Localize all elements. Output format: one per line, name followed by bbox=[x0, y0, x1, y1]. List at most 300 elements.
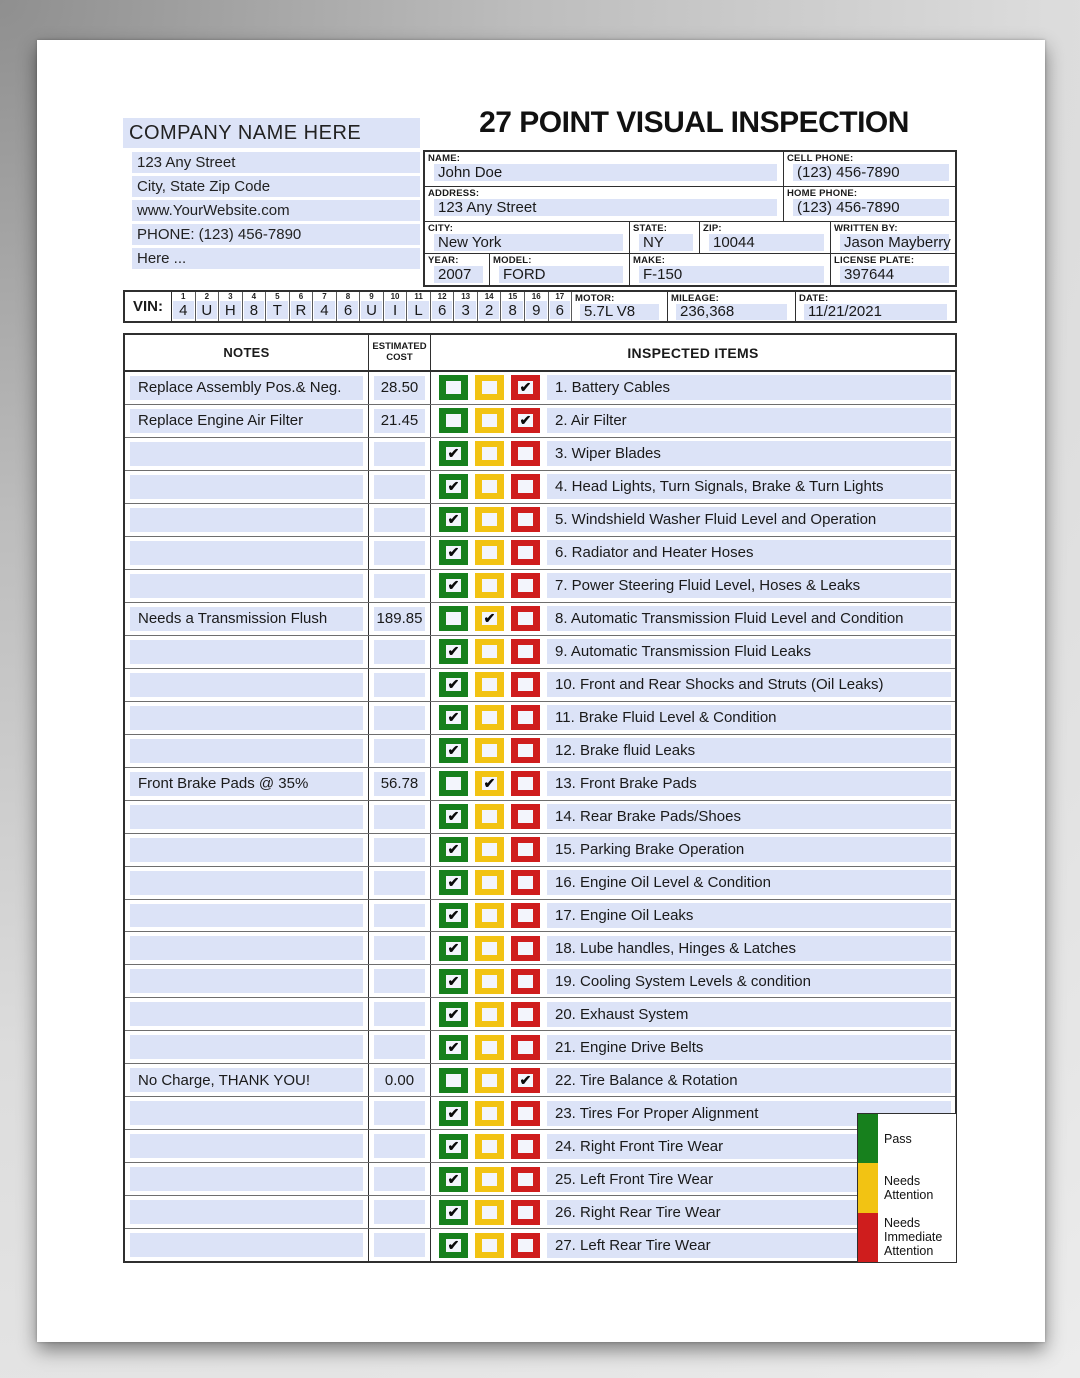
cost-cell[interactable] bbox=[374, 805, 425, 829]
checkbox-needs-attention[interactable] bbox=[475, 1035, 504, 1060]
checkbox-inner bbox=[518, 810, 533, 823]
note-cell[interactable] bbox=[130, 904, 363, 928]
checkbox-needs-attention[interactable] bbox=[475, 672, 504, 697]
cost-cell[interactable] bbox=[374, 1002, 425, 1026]
field-cell-phone-value[interactable]: (123) 456-7890 bbox=[793, 164, 949, 181]
field-mileage-label: MILEAGE: bbox=[671, 293, 720, 304]
vin-char-value: H bbox=[220, 301, 241, 319]
header-estimated-cost: ESTIMATED COST bbox=[369, 335, 431, 370]
checkbox-needs-attention[interactable] bbox=[475, 1233, 504, 1258]
note-cell[interactable] bbox=[130, 442, 363, 466]
checkbox-needs-immediate-attention[interactable] bbox=[511, 507, 540, 532]
inspected-item-label: 13. Front Brake Pads bbox=[547, 771, 951, 796]
checkbox-needs-immediate-attention[interactable] bbox=[511, 672, 540, 697]
notes-column-cell bbox=[125, 438, 369, 470]
items-column-cell bbox=[431, 504, 955, 536]
checkbox-needs-immediate-attention[interactable] bbox=[511, 540, 540, 565]
field-model-value[interactable]: FORD bbox=[499, 266, 623, 283]
checkbox-needs-immediate-attention[interactable] bbox=[511, 375, 540, 400]
company-address-line: www.YourWebsite.com bbox=[132, 200, 420, 221]
checkbox-needs-immediate-attention[interactable] bbox=[511, 1002, 540, 1027]
field-name-value[interactable]: John Doe bbox=[434, 164, 777, 181]
note-cell[interactable] bbox=[130, 574, 363, 598]
table-row bbox=[125, 867, 955, 900]
cost-cell[interactable] bbox=[374, 706, 425, 730]
field-year-label: YEAR: bbox=[428, 255, 459, 266]
note-cell[interactable] bbox=[130, 1200, 363, 1224]
checkbox-inner bbox=[518, 1041, 533, 1054]
checkbox-pass[interactable] bbox=[439, 738, 468, 763]
checkbox-pass[interactable] bbox=[439, 1101, 468, 1126]
checkbox-inner: ✔ bbox=[447, 808, 460, 825]
cost-cell[interactable]: 28.50 bbox=[374, 376, 425, 400]
cost-cell[interactable] bbox=[374, 1035, 425, 1059]
field-cell-phone bbox=[784, 152, 955, 186]
field-name-label: NAME: bbox=[428, 153, 461, 164]
cost-column-cell bbox=[369, 702, 431, 734]
note-cell[interactable] bbox=[130, 1035, 363, 1059]
checkbox-pass[interactable] bbox=[439, 672, 468, 697]
items-column-cell bbox=[431, 636, 955, 668]
table-row bbox=[125, 1196, 955, 1229]
checkbox-pass[interactable] bbox=[439, 870, 468, 895]
checkbox-needs-immediate-attention[interactable] bbox=[511, 903, 540, 928]
field-license-plate bbox=[831, 254, 955, 287]
cost-column-cell bbox=[369, 537, 431, 569]
field-address-label: ADDRESS: bbox=[428, 188, 480, 199]
checkbox-pass[interactable] bbox=[439, 573, 468, 598]
checkbox-needs-immediate-attention[interactable] bbox=[511, 771, 540, 796]
table-row bbox=[125, 702, 955, 735]
cost-cell[interactable] bbox=[374, 838, 425, 862]
cost-cell[interactable]: 21.45 bbox=[374, 409, 425, 433]
note-cell[interactable] bbox=[130, 838, 363, 862]
checkbox-needs-attention[interactable] bbox=[475, 1002, 504, 1027]
checkbox-needs-immediate-attention[interactable] bbox=[511, 441, 540, 466]
checkbox-inner: ✔ bbox=[519, 412, 532, 429]
note-cell[interactable]: No Charge, THANK YOU! bbox=[130, 1068, 363, 1092]
checkbox-needs-attention[interactable] bbox=[475, 969, 504, 994]
checkbox-needs-attention[interactable] bbox=[475, 573, 504, 598]
status-legend bbox=[857, 1113, 957, 1263]
checkbox-needs-attention[interactable] bbox=[475, 540, 504, 565]
note-cell[interactable] bbox=[130, 1002, 363, 1026]
checkbox-needs-attention[interactable] bbox=[475, 771, 504, 796]
field-home-phone-value[interactable]: (123) 456-7890 bbox=[793, 199, 949, 216]
vin-position-number: 17 bbox=[555, 292, 565, 301]
vin-position-number: 8 bbox=[345, 292, 351, 301]
checkbox-pass[interactable] bbox=[439, 441, 468, 466]
vin-char-cell[interactable] bbox=[360, 292, 384, 321]
vin-char-value: R bbox=[291, 301, 312, 319]
checkbox-needs-immediate-attention[interactable] bbox=[511, 804, 540, 829]
checkbox-inner bbox=[482, 381, 497, 394]
note-cell[interactable] bbox=[130, 805, 363, 829]
field-model bbox=[490, 254, 630, 287]
vin-position-number: 10 bbox=[390, 292, 400, 301]
checkbox-needs-attention[interactable] bbox=[475, 606, 504, 631]
cost-cell[interactable]: 0.00 bbox=[374, 1068, 425, 1092]
field-date-label: DATE: bbox=[799, 293, 829, 304]
checkbox-needs-attention[interactable] bbox=[475, 507, 504, 532]
note-cell[interactable]: Needs a Transmission Flush bbox=[130, 607, 363, 631]
note-cell[interactable] bbox=[130, 936, 363, 960]
items-column-cell bbox=[431, 834, 955, 866]
cost-column-cell bbox=[369, 1031, 431, 1063]
field-license-plate-value[interactable]: 397644 bbox=[840, 266, 949, 283]
checkbox-inner: ✔ bbox=[447, 478, 460, 495]
checkbox-needs-attention[interactable] bbox=[475, 1068, 504, 1093]
header-notes: NOTES bbox=[125, 335, 369, 370]
field-city-value[interactable]: New York bbox=[434, 234, 623, 251]
checkbox-pass[interactable] bbox=[439, 771, 468, 796]
table-row bbox=[125, 537, 955, 570]
checkbox-inner bbox=[482, 1206, 497, 1219]
field-motor-label: MOTOR: bbox=[575, 293, 615, 304]
vin-char-value: 6 bbox=[338, 301, 359, 319]
checkbox-inner bbox=[446, 414, 461, 427]
cost-cell[interactable] bbox=[374, 541, 425, 565]
field-motor-value[interactable]: 5.7L V8 bbox=[580, 304, 659, 320]
checkbox-needs-immediate-attention[interactable] bbox=[511, 738, 540, 763]
checkbox-pass[interactable] bbox=[439, 804, 468, 829]
inspected-item-label: 23. Tires For Proper Alignment bbox=[547, 1101, 951, 1126]
checkbox-needs-attention[interactable] bbox=[475, 441, 504, 466]
field-license-plate-label: LICENSE PLATE: bbox=[834, 255, 915, 266]
checkbox-needs-attention[interactable] bbox=[475, 903, 504, 928]
cost-cell[interactable] bbox=[374, 1134, 425, 1158]
field-motor bbox=[572, 292, 668, 321]
inspected-item-label: 15. Parking Brake Operation bbox=[547, 837, 951, 862]
note-cell[interactable] bbox=[130, 1101, 363, 1125]
page-title: 27 POINT VISUAL INSPECTION bbox=[479, 106, 909, 139]
items-column-cell bbox=[431, 867, 955, 899]
vin-char-cell[interactable] bbox=[219, 292, 243, 321]
checkbox-needs-immediate-attention[interactable] bbox=[511, 639, 540, 664]
legend-color-swatch bbox=[858, 1163, 878, 1212]
cost-cell[interactable] bbox=[374, 904, 425, 928]
vin-position-number: 14 bbox=[484, 292, 494, 301]
checkbox-pass[interactable] bbox=[439, 408, 468, 433]
cost-cell[interactable]: 56.78 bbox=[374, 772, 425, 796]
cost-column-cell bbox=[369, 801, 431, 833]
legend-item bbox=[858, 1163, 956, 1212]
vin-char-cell[interactable] bbox=[290, 292, 314, 321]
checkbox-inner: ✔ bbox=[447, 742, 460, 759]
checkbox-needs-attention[interactable] bbox=[475, 1101, 504, 1126]
items-column-cell bbox=[431, 570, 955, 602]
checkbox-needs-attention[interactable] bbox=[475, 1167, 504, 1192]
checkbox-pass[interactable] bbox=[439, 1167, 468, 1192]
vin-char-cell[interactable] bbox=[549, 292, 573, 321]
inspected-item-label: 10. Front and Rear Shocks and Struts (Oil Leaks) bbox=[547, 672, 951, 697]
notes-column-cell bbox=[125, 636, 369, 668]
document-page bbox=[37, 40, 1045, 1342]
field-zip-value[interactable]: 10044 bbox=[709, 234, 824, 251]
vin-char-cell[interactable] bbox=[407, 292, 431, 321]
checkbox-inner: ✔ bbox=[447, 445, 460, 462]
vin-char-cell[interactable] bbox=[525, 292, 549, 321]
legend-item bbox=[858, 1213, 956, 1262]
checkbox-inner: ✔ bbox=[447, 709, 460, 726]
field-zip-label: ZIP: bbox=[703, 223, 722, 234]
items-column-cell bbox=[431, 998, 955, 1030]
vin-char-cell[interactable] bbox=[501, 292, 525, 321]
cost-cell[interactable] bbox=[374, 871, 425, 895]
checkbox-pass[interactable] bbox=[439, 540, 468, 565]
checkbox-pass[interactable] bbox=[439, 1068, 468, 1093]
note-cell[interactable] bbox=[130, 508, 363, 532]
field-address-value[interactable]: 123 Any Street bbox=[434, 199, 777, 216]
note-cell[interactable] bbox=[130, 1233, 363, 1257]
inspected-item-label: 5. Windshield Washer Fluid Level and Operation bbox=[547, 507, 951, 532]
cost-column-cell bbox=[369, 570, 431, 602]
cost-cell[interactable] bbox=[374, 1167, 425, 1191]
checkbox-inner: ✔ bbox=[483, 610, 496, 627]
cost-cell[interactable] bbox=[374, 475, 425, 499]
checkbox-needs-attention[interactable] bbox=[475, 705, 504, 730]
checkbox-needs-immediate-attention[interactable] bbox=[511, 1167, 540, 1192]
items-column-cell bbox=[431, 768, 955, 800]
inspected-item-label: 7. Power Steering Fluid Level, Hoses & Leaks bbox=[547, 573, 951, 598]
notes-column-cell bbox=[125, 504, 369, 536]
note-cell[interactable] bbox=[130, 640, 363, 664]
items-column-cell bbox=[431, 702, 955, 734]
field-home-phone bbox=[784, 187, 955, 221]
checkbox-inner bbox=[518, 1173, 533, 1186]
notes-column-cell bbox=[125, 669, 369, 701]
cost-cell[interactable] bbox=[374, 442, 425, 466]
checkbox-inner bbox=[518, 546, 533, 559]
table-row bbox=[125, 1130, 955, 1163]
note-cell[interactable] bbox=[130, 871, 363, 895]
inspected-item-label: 22. Tire Balance & Rotation bbox=[547, 1068, 951, 1093]
field-date-value[interactable]: 11/21/2021 bbox=[804, 304, 947, 320]
notes-column-cell bbox=[125, 537, 369, 569]
vin-char-cell[interactable] bbox=[431, 292, 455, 321]
checkbox-pass[interactable] bbox=[439, 936, 468, 961]
checkbox-needs-immediate-attention[interactable] bbox=[511, 969, 540, 994]
note-cell[interactable]: Replace Assembly Pos.& Neg. bbox=[130, 376, 363, 400]
cost-cell[interactable]: 189.85 bbox=[374, 607, 425, 631]
inspected-item-label: 20. Exhaust System bbox=[547, 1002, 951, 1027]
table-row bbox=[125, 834, 955, 867]
checkbox-inner bbox=[482, 513, 497, 526]
items-column-cell bbox=[431, 1031, 955, 1063]
checkbox-needs-immediate-attention[interactable] bbox=[511, 573, 540, 598]
checkbox-needs-immediate-attention[interactable] bbox=[511, 705, 540, 730]
checkbox-needs-attention[interactable] bbox=[475, 1134, 504, 1159]
checkbox-inner: ✔ bbox=[447, 874, 460, 891]
note-cell[interactable] bbox=[130, 739, 363, 763]
cost-cell[interactable] bbox=[374, 574, 425, 598]
table-row bbox=[125, 998, 955, 1031]
checkbox-pass[interactable] bbox=[439, 1233, 468, 1258]
checkbox-pass[interactable] bbox=[439, 507, 468, 532]
table-body bbox=[125, 372, 955, 1261]
vin-position-number: 1 bbox=[181, 292, 186, 301]
checkbox-pass[interactable] bbox=[439, 1134, 468, 1159]
vin-char-cell[interactable] bbox=[196, 292, 220, 321]
table-row bbox=[125, 900, 955, 933]
checkbox-inner bbox=[482, 975, 497, 988]
checkbox-needs-immediate-attention[interactable] bbox=[511, 408, 540, 433]
note-cell[interactable] bbox=[130, 673, 363, 697]
field-name bbox=[425, 152, 784, 186]
vin-char-cell[interactable] bbox=[478, 292, 502, 321]
note-cell[interactable] bbox=[130, 541, 363, 565]
checkbox-needs-attention[interactable] bbox=[475, 804, 504, 829]
cost-column-cell bbox=[369, 834, 431, 866]
field-state-label: STATE: bbox=[633, 223, 668, 234]
checkbox-pass[interactable] bbox=[439, 474, 468, 499]
cost-cell[interactable] bbox=[374, 936, 425, 960]
vin-char-cell[interactable] bbox=[384, 292, 408, 321]
checkbox-inner bbox=[482, 480, 497, 493]
checkbox-needs-attention[interactable] bbox=[475, 1200, 504, 1225]
checkbox-pass[interactable] bbox=[439, 705, 468, 730]
checkbox-pass[interactable] bbox=[439, 1200, 468, 1225]
vin-char-cell[interactable] bbox=[243, 292, 267, 321]
cost-cell[interactable] bbox=[374, 673, 425, 697]
checkbox-needs-attention[interactable] bbox=[475, 408, 504, 433]
checkbox-needs-immediate-attention[interactable] bbox=[511, 837, 540, 862]
inspected-item-label: 21. Engine Drive Belts bbox=[547, 1035, 951, 1060]
checkbox-inner: ✔ bbox=[447, 643, 460, 660]
note-cell[interactable] bbox=[130, 969, 363, 993]
note-cell[interactable] bbox=[130, 1134, 363, 1158]
table-row bbox=[125, 801, 955, 834]
note-cell[interactable]: Replace Engine Air Filter bbox=[130, 409, 363, 433]
checkbox-inner bbox=[518, 480, 533, 493]
cost-cell[interactable] bbox=[374, 739, 425, 763]
checkbox-needs-attention[interactable] bbox=[475, 375, 504, 400]
checkbox-pass[interactable] bbox=[439, 837, 468, 862]
checkbox-inner bbox=[446, 612, 461, 625]
table-row bbox=[125, 438, 955, 471]
vin-char-value: 4 bbox=[173, 301, 194, 319]
checkbox-needs-immediate-attention[interactable] bbox=[511, 936, 540, 961]
legend-color-swatch bbox=[858, 1114, 878, 1163]
checkbox-needs-attention[interactable] bbox=[475, 870, 504, 895]
inspected-item-label: 11. Brake Fluid Level & Condition bbox=[547, 705, 951, 730]
checkbox-pass[interactable] bbox=[439, 969, 468, 994]
vin-char-cell[interactable] bbox=[266, 292, 290, 321]
checkbox-inner: ✔ bbox=[447, 1137, 460, 1154]
note-cell[interactable] bbox=[130, 706, 363, 730]
items-column-cell bbox=[431, 603, 955, 635]
cost-cell[interactable] bbox=[374, 969, 425, 993]
checkbox-inner: ✔ bbox=[447, 972, 460, 989]
cost-cell[interactable] bbox=[374, 640, 425, 664]
cost-column-cell bbox=[369, 1163, 431, 1195]
checkbox-needs-immediate-attention[interactable] bbox=[511, 474, 540, 499]
checkbox-inner bbox=[482, 909, 497, 922]
inspected-item-label: 17. Engine Oil Leaks bbox=[547, 903, 951, 928]
table-row bbox=[125, 669, 955, 702]
checkbox-inner bbox=[518, 678, 533, 691]
items-column-cell bbox=[431, 471, 955, 503]
cost-cell[interactable] bbox=[374, 1101, 425, 1125]
checkbox-inner bbox=[518, 513, 533, 526]
field-make-value[interactable]: F-150 bbox=[639, 266, 824, 283]
checkbox-inner: ✔ bbox=[447, 841, 460, 858]
checkbox-needs-immediate-attention[interactable] bbox=[511, 606, 540, 631]
checkbox-needs-attention[interactable] bbox=[475, 738, 504, 763]
field-cell-phone-label: CELL PHONE: bbox=[787, 153, 854, 164]
inspected-item-label: 26. Right Rear Tire Wear bbox=[547, 1200, 951, 1225]
vin-char-cell[interactable] bbox=[172, 292, 196, 321]
checkbox-pass[interactable] bbox=[439, 375, 468, 400]
checkbox-needs-immediate-attention[interactable] bbox=[511, 1233, 540, 1258]
checkbox-needs-immediate-attention[interactable] bbox=[511, 1035, 540, 1060]
checkbox-pass[interactable] bbox=[439, 1035, 468, 1060]
checkbox-pass[interactable] bbox=[439, 1002, 468, 1027]
inspected-item-label: 9. Automatic Transmission Fluid Leaks bbox=[547, 639, 951, 664]
checkbox-needs-attention[interactable] bbox=[475, 639, 504, 664]
cost-column-cell bbox=[369, 405, 431, 437]
checkbox-needs-attention[interactable] bbox=[475, 474, 504, 499]
checkbox-needs-immediate-attention[interactable] bbox=[511, 1101, 540, 1126]
notes-column-cell bbox=[125, 570, 369, 602]
cost-column-cell bbox=[369, 1130, 431, 1162]
notes-column-cell bbox=[125, 867, 369, 899]
checkbox-inner bbox=[482, 876, 497, 889]
note-cell[interactable] bbox=[130, 1167, 363, 1191]
company-address-line: City, State Zip Code bbox=[132, 176, 420, 197]
vin-char-cell[interactable] bbox=[337, 292, 361, 321]
field-state-value[interactable]: NY bbox=[639, 234, 693, 251]
cost-column-cell bbox=[369, 1196, 431, 1228]
cost-column-cell bbox=[369, 471, 431, 503]
vin-char-cell[interactable] bbox=[454, 292, 478, 321]
table-row bbox=[125, 1097, 955, 1130]
field-city bbox=[425, 222, 630, 253]
inspected-item-label: 27. Left Rear Tire Wear bbox=[547, 1233, 951, 1258]
cost-cell[interactable] bbox=[374, 1200, 425, 1224]
items-column-cell bbox=[431, 932, 955, 964]
field-mileage-value[interactable]: 236,368 bbox=[676, 304, 787, 320]
checkbox-needs-immediate-attention[interactable] bbox=[511, 1068, 540, 1093]
legend-label: Pass bbox=[884, 1131, 912, 1146]
items-column-cell bbox=[431, 735, 955, 767]
note-cell[interactable]: Front Brake Pads @ 35% bbox=[130, 772, 363, 796]
checkbox-inner bbox=[482, 1074, 497, 1087]
checkbox-needs-immediate-attention[interactable] bbox=[511, 1134, 540, 1159]
notes-column-cell bbox=[125, 1064, 369, 1096]
checkbox-needs-attention[interactable] bbox=[475, 936, 504, 961]
checkbox-pass[interactable] bbox=[439, 606, 468, 631]
cost-cell[interactable] bbox=[374, 508, 425, 532]
checkbox-needs-attention[interactable] bbox=[475, 837, 504, 862]
checkbox-inner bbox=[518, 1239, 533, 1252]
cost-cell[interactable] bbox=[374, 1233, 425, 1257]
field-year-value[interactable]: 2007 bbox=[434, 266, 483, 283]
field-written-by-value[interactable]: Jason Mayberry bbox=[840, 234, 949, 251]
checkbox-inner: ✔ bbox=[447, 1005, 460, 1022]
checkbox-needs-immediate-attention[interactable] bbox=[511, 870, 540, 895]
checkbox-needs-immediate-attention[interactable] bbox=[511, 1200, 540, 1225]
inspected-item-label: 2. Air Filter bbox=[547, 408, 951, 433]
notes-column-cell bbox=[125, 1229, 369, 1261]
checkbox-inner bbox=[482, 1041, 497, 1054]
vin-char-cell[interactable] bbox=[313, 292, 337, 321]
note-cell[interactable] bbox=[130, 475, 363, 499]
field-zip bbox=[700, 222, 831, 253]
checkbox-pass[interactable] bbox=[439, 639, 468, 664]
checkbox-inner: ✔ bbox=[483, 775, 496, 792]
checkbox-pass[interactable] bbox=[439, 903, 468, 928]
